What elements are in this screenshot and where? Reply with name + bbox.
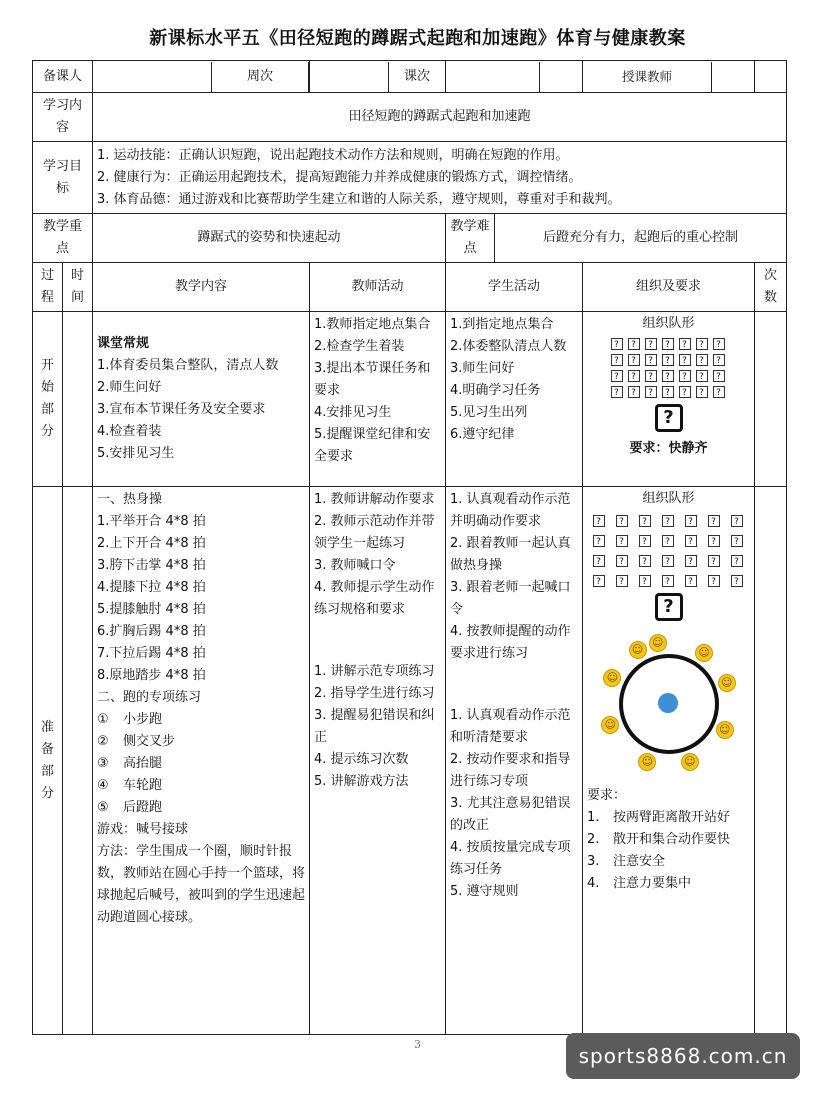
prep-time [63, 487, 93, 1035]
student-marker-icon: ? [628, 370, 640, 382]
start-content-item: 2.师生问好 [97, 380, 162, 395]
lesson-value [446, 62, 540, 92]
goals-label: 学习目标 [33, 142, 93, 214]
teacher-value [712, 62, 755, 92]
student-marker-icon: ? [611, 354, 623, 366]
student-marker-icon: ? [593, 515, 605, 527]
basketball-icon [658, 693, 678, 713]
prep-content [93, 487, 310, 1035]
student-smiley-icon: ☺ [649, 634, 667, 652]
start-org-requirement: 要求：快静齐 [629, 441, 708, 456]
goals-list [93, 142, 787, 214]
col-student: 学生活动 [446, 263, 583, 312]
student-marker-icon: ? [731, 575, 743, 587]
start-content-item: 3.宣布本节课任务及安全要求 [97, 402, 266, 417]
prep-content-item: 6.扩胸后踢 4*8 拍 [97, 624, 206, 639]
week-label: 周次 [212, 62, 309, 92]
student-marker-icon: ? [713, 370, 725, 382]
drill-item: ② 侧交叉步 [97, 734, 176, 749]
student-marker-icon: ? [611, 386, 623, 398]
start-org-title: 组织队形 [642, 316, 695, 331]
start-section-row [33, 312, 787, 487]
teacher-position-icon: ? [655, 404, 683, 432]
student-smiley-icon: ☺ [629, 641, 647, 659]
prep-student-item: 1. 认真观看动作示范并明确动作要求 [450, 492, 571, 529]
student-marker-icon: ? [685, 535, 697, 547]
student-marker-icon: ? [662, 354, 674, 366]
start-student-item: 3.师生问好 [450, 361, 515, 376]
student-marker-icon: ? [639, 555, 651, 567]
student-marker-icon: ? [708, 535, 720, 547]
goal-item: 3. 体育品德：通过游戏和比赛帮助学生建立和谐的人际关系，遵守规则，尊重对手和裁判。 [97, 191, 621, 207]
start-student-item: 5.见习生出列 [450, 405, 528, 420]
start-teacher-item: 1.教师指定地点集合 [314, 317, 431, 332]
prep-content-item: 8.原地踏步 4*8 拍 [97, 668, 206, 683]
student-marker-icon: ? [708, 515, 720, 527]
prep-org [583, 487, 755, 1035]
start-org [583, 312, 755, 487]
student-marker-icon: ? [708, 555, 720, 567]
student-marker-icon: ? [662, 535, 674, 547]
student-marker-icon: ? [662, 515, 674, 527]
prep-teacher-item: 2. 教师示范动作并带领学生一起练习 [314, 514, 435, 551]
drill-item: ④ 车轮跑 [97, 778, 163, 793]
prep-section-row [33, 487, 787, 1035]
content-row [33, 93, 787, 142]
req-item: 1. 按两臂距离散开站好 [587, 810, 731, 825]
student-marker-icon: ? [628, 338, 640, 350]
prep-student-item: 3. 尤其注意易犯错误的改正 [450, 796, 571, 833]
prep-content-item: 3.胯下击掌 4*8 拍 [97, 558, 206, 573]
student-marker-icon: ? [731, 555, 743, 567]
student-marker-icon: ? [685, 515, 697, 527]
key-point-label: 教学重点 [33, 214, 93, 263]
prep-content-item: 二、跑的专项练习 [97, 690, 202, 705]
student-marker-icon: ? [731, 535, 743, 547]
student-marker-icon: ? [662, 370, 674, 382]
col-content: 教学内容 [93, 263, 310, 312]
prep-teacher-item: 4. 提示练习次数 [314, 752, 409, 767]
student-marker-icon: ? [593, 575, 605, 587]
teacher-value-2 [755, 61, 787, 93]
header-row [33, 61, 787, 93]
student-marker-icon: ? [685, 555, 697, 567]
start-student-item: 4.明确学习任务 [450, 383, 541, 398]
student-marker-icon: ? [639, 575, 651, 587]
prep-teacher [310, 487, 446, 1035]
student-marker-icon: ? [616, 575, 628, 587]
student-smiley-icon: ☺ [638, 753, 656, 771]
start-count [755, 312, 787, 487]
goal-item: 2. 健康行为：正确运用起跑技术，提高短跑能力并养成健康的锻炼方式，调控情绪。 [97, 169, 582, 185]
student-marker-icon: ? [696, 386, 708, 398]
difficulty-value: 后蹬充分有力，起跑后的重心控制 [543, 230, 739, 245]
lesson-plan-table [32, 60, 787, 1035]
start-teacher-item: 4.安排见习生 [314, 405, 392, 420]
prep-student-item: 5. 遵守规则 [450, 884, 519, 899]
req-item: 4. 注意力要集中 [587, 876, 692, 891]
game-title: 游戏：喊号接球 [97, 822, 189, 837]
student-marker-icon: ? [645, 354, 657, 366]
student-marker-icon: ? [662, 338, 674, 350]
start-student [446, 312, 583, 487]
req-label: 要求： [587, 788, 627, 803]
header-split-3 [446, 61, 583, 93]
start-student-item: 6.遵守纪律 [450, 427, 515, 442]
student-marker-icon: ? [731, 515, 743, 527]
focus-row [33, 214, 787, 263]
student-smiley-icon: ☺ [695, 644, 713, 662]
student-smiley-icon: ☺ [601, 716, 619, 734]
prep-teacher-item: 2. 指导学生进行练习 [314, 686, 435, 701]
student-marker-icon: ? [628, 386, 640, 398]
student-marker-icon: ? [662, 386, 674, 398]
header-split-2 [310, 61, 446, 93]
student-marker-icon: ? [713, 338, 725, 350]
col-teacher: 教师活动 [310, 263, 446, 312]
student-marker-icon: ? [611, 370, 623, 382]
student-marker-icon: ? [696, 338, 708, 350]
student-marker-icon: ? [616, 515, 628, 527]
difficulty-label: 教学难点 [446, 214, 495, 262]
prep-requirements [587, 785, 750, 895]
drill-item: ③ 高抬腿 [97, 756, 163, 771]
start-teacher [310, 312, 446, 487]
header-split-4 [583, 61, 755, 93]
req-item: 2. 散开和集合动作要快 [587, 832, 731, 847]
goals-row [33, 142, 787, 214]
prep-teacher-item: 1. 讲解示范专项练习 [314, 664, 435, 679]
start-teacher-item: 2.检查学生着装 [314, 339, 405, 354]
student-marker-icon: ? [679, 386, 691, 398]
student-smiley-icon: ☺ [716, 721, 734, 739]
student-smiley-icon: ☺ [718, 674, 736, 692]
header-split [93, 61, 310, 93]
spacer [540, 62, 583, 92]
prep-student-item: 4. 按教师提醒的动作要求进行练习 [450, 624, 571, 661]
student-marker-icon: ? [696, 370, 708, 382]
student-marker-icon: ? [639, 535, 651, 547]
difficulty-cell [446, 214, 787, 263]
student-marker-icon: ? [593, 555, 605, 567]
game-method: 方法：学生围成一个圈，顺时针报数，教师站在圆心手持一个篮球，将球抛起后喊号，被叫到的学生迅速起动跑道圆心接球。 [97, 844, 306, 925]
prep-count [755, 487, 787, 1035]
student-formation-grid [587, 515, 750, 587]
start-label: 开始部分 [33, 312, 63, 487]
student-marker-icon: ? [662, 575, 674, 587]
prep-student-item: 2. 跟着教师一起认真做热身操 [450, 536, 571, 573]
student-marker-icon: ? [645, 338, 657, 350]
req-item: 3. 注意安全 [587, 854, 666, 869]
col-count: 次数 [755, 263, 787, 312]
student-marker-icon: ? [679, 370, 691, 382]
prep-teacher-item: 5. 讲解游戏方法 [314, 774, 409, 789]
col-time: 时间 [63, 263, 93, 312]
page-title: 新课标水平五《田径短跑的蹲踞式起跑和加速跑》体育与健康教案 [149, 28, 686, 49]
start-teacher-item: 3.提出本节课任务和要求 [314, 361, 431, 398]
prep-content-item: 1.平举开合 4*8 拍 [97, 514, 206, 529]
student-marker-icon: ? [679, 354, 691, 366]
student-marker-icon: ? [645, 370, 657, 382]
col-process: 过程 [33, 263, 63, 312]
game-circle-diagram [594, 629, 744, 779]
drill-item: ① 小步跑 [97, 712, 163, 727]
teacher-position-icon: ? [655, 593, 683, 621]
prep-teacher-item: 3. 提醒易犯错误和纠正 [314, 708, 435, 745]
student-marker-icon: ? [708, 575, 720, 587]
content-label: 学习内容 [33, 93, 93, 142]
prep-student-item: 3. 跟着老师一起喊口令 [450, 580, 571, 617]
prep-student-item: 2. 按动作要求和指导进行练习专项 [450, 752, 571, 789]
student-marker-icon: ? [662, 555, 674, 567]
prep-content-item: 一、热身操 [97, 492, 163, 507]
student-formation-grid [587, 338, 750, 398]
prep-teacher-item: 4. 教师提示学生动作练习规格和要求 [314, 580, 435, 617]
week-value [310, 62, 389, 92]
student-marker-icon: ? [628, 354, 640, 366]
student-marker-icon: ? [685, 575, 697, 587]
prep-value [93, 62, 212, 92]
student-marker-icon: ? [713, 386, 725, 398]
col-org: 组织及要求 [583, 263, 755, 312]
prep-student [446, 487, 583, 1035]
student-marker-icon: ? [616, 535, 628, 547]
student-marker-icon: ? [639, 515, 651, 527]
page-number: 3 [414, 1038, 421, 1051]
drill-item: ⑤ 后蹬跑 [97, 800, 163, 815]
prep-content-item: 4.提膝下拉 4*8 拍 [97, 580, 206, 595]
student-marker-icon: ? [593, 535, 605, 547]
prep-student-item: 1. 认真观看动作示范和听清楚要求 [450, 708, 571, 745]
teacher-label: 授课教师 [583, 62, 712, 92]
prep-label: 准备部分 [33, 487, 63, 1035]
student-marker-icon: ? [679, 338, 691, 350]
prep-content-item: 5.提膝触肘 4*8 拍 [97, 602, 206, 617]
student-marker-icon: ? [645, 386, 657, 398]
watermark-badge: sports8868.com.cn [566, 1033, 800, 1079]
prep-teacher-item: 1. 教师讲解动作要求 [314, 492, 435, 507]
start-content-title: 课堂常规 [97, 336, 150, 351]
start-student-item: 1.到指定地点集合 [450, 317, 554, 332]
student-marker-icon: ? [611, 338, 623, 350]
student-marker-icon: ? [616, 555, 628, 567]
prep-teacher-item: 3. 教师喊口令 [314, 558, 396, 573]
start-content-item: 5.安排见习生 [97, 446, 175, 461]
start-student-item: 2.体委整队清点人数 [450, 339, 567, 354]
start-content-item: 1.体育委员集合整队，清点人数 [97, 358, 279, 373]
goal-item: 1. 运动技能：正确认识短跑，说出起跑技术动作方法和规则，明确在短跑的作用。 [97, 147, 569, 163]
student-marker-icon: ? [696, 354, 708, 366]
prep-label: 备课人 [33, 61, 93, 93]
column-header-row [33, 263, 787, 312]
student-smiley-icon: ☺ [681, 753, 699, 771]
lesson-label: 课次 [404, 68, 431, 84]
content-value: 田径短跑的蹲踞式起跑和加速跑 [93, 93, 787, 142]
prep-org-title: 组织队形 [642, 491, 695, 506]
start-content [93, 312, 310, 487]
prep-content-item: 2.上下开合 4*8 拍 [97, 536, 206, 551]
start-time [63, 312, 93, 487]
start-teacher-item: 5.提醒课堂纪律和安全要求 [314, 427, 431, 464]
prep-content-item: 7.下拉后踢 4*8 拍 [97, 646, 206, 661]
student-marker-icon: ? [713, 354, 725, 366]
key-point-value: 蹲踞式的姿势和快速起动 [93, 214, 446, 263]
student-smiley-icon: ☺ [603, 669, 621, 687]
prep-student-item: 4. 按质按量完成专项练习任务 [450, 840, 571, 877]
start-content-item: 4.检查着装 [97, 424, 162, 439]
